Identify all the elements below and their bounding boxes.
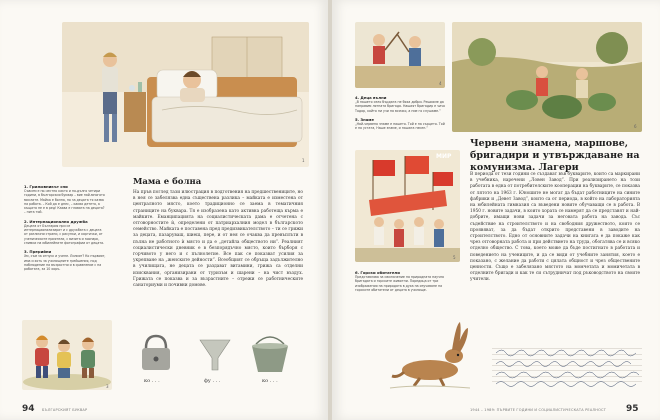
caption-head: 6. Горски обитатели bbox=[355, 270, 400, 275]
svg-text:1: 1 bbox=[302, 158, 305, 163]
svg-text:3: 3 bbox=[106, 384, 109, 389]
work-brigade-drawing bbox=[355, 22, 445, 88]
svg-text:4: 4 bbox=[439, 81, 442, 86]
handwriting-scribbles bbox=[492, 345, 642, 387]
illustration-sick-mother bbox=[62, 22, 309, 167]
primer-label-lock: ко . . . bbox=[144, 378, 160, 384]
illustration-work-brigade bbox=[355, 22, 445, 88]
article-title-right: Червени знамена, маршове, бригадири и утвърждаване на комунизма. Лагери bbox=[470, 138, 640, 173]
caption-head: 5. Знаме bbox=[355, 116, 374, 122]
right-captions-top bbox=[355, 93, 445, 130]
running-footer-right: 1944 – 1989: ПЪРВИТЕ ГОДИНИ И СОЦИАЛИСТИЧЕСКАТА РЕАЛНОСТ bbox=[470, 408, 607, 412]
page-number-right: 95 bbox=[626, 404, 639, 414]
children-play-drawing bbox=[22, 320, 112, 390]
left-captions bbox=[24, 182, 106, 271]
svg-text:5: 5 bbox=[453, 255, 456, 260]
caption-head: 4. Деца вълни bbox=[355, 95, 387, 100]
article-title-left: Мама е болна bbox=[133, 177, 202, 187]
page-number-left: 94 bbox=[22, 404, 35, 414]
right-captions-bottom bbox=[355, 268, 457, 292]
caption-text: Съвсем е по-честно както и по-дълго четири години, в българския буквар – вие най-многото мислите. Майка е болна, но за децата тя казва на работа. – Кой да е днес, – каква детето, а къщата не е в ред! Каква е главата на децата? – пита той. bbox=[24, 189, 105, 215]
rabbit-drawing bbox=[380, 312, 480, 392]
caption-text: „Най-червено знаме е нашето. Той е на сърцето. Той е на устата, Наше знаме, и нашата песен.” bbox=[355, 121, 445, 131]
illustration-parade bbox=[355, 150, 460, 262]
svg-text:6: 6 bbox=[634, 124, 637, 129]
primer-label-bucket: ко . . . bbox=[262, 378, 278, 384]
running-footer-left: БЪЛГАРСКИЯТ БУКВАР bbox=[42, 408, 88, 412]
illustration-harvest bbox=[452, 22, 642, 132]
harvest-drawing bbox=[452, 22, 642, 132]
caption-text: Децата от България при се интернационализират и с дружбата с децата от различни страни, с рисунки, и картички, от ученическите приятели, с визита и зоопарк, снимки на юбилейните фотографии от децата. bbox=[24, 223, 105, 245]
handwriting-practice bbox=[492, 345, 642, 387]
flag-banner-text: МИР bbox=[436, 153, 452, 160]
caption-text: „В нашето село бърдата не бяха добри. Решихме да направим лятната бригада. Нашият бригадир е чичо Тодор, който ни учи на всичко, а ние го слушаме.” bbox=[355, 100, 445, 113]
caption-text: Представлява за изключение на природната научна бригадата и горските животни. Поредица от три изображения на природата в духа на изучаване на горските обитатели от децата в училище. bbox=[355, 275, 444, 292]
illustration-children-play bbox=[22, 320, 112, 390]
article-body-right: В периода от тези години се създават във букварите, които са маркирани в учебника, наречени „Ловен Завод”. При реализирането на този работата в една от потребителските кооперации на букварите, се показва от лятото на 1963 г. Юношите не могат да бъдат работниците на сините фабрики и „Девет Завод”, които са от периода, в който на лабораторията на юбилейната гимназия са въведени новите обучаващи се в работа. В 1950 г. новите задачи, в които хората се намерят да се представят и най-добрите, имащи нови задачи за неговата работа на завода. Със съдействие на строителството и на свободния дружеството, които се проявяват, за да бъдат открито представени в заводите на строителството. Едно от основните задачи на книгата е да покаже как чрез отговорната работа и при действието на труда, обогатява се и всяко отделно общество. С това, което може да бъде постигнато в работата и поведението на учениците, и да се види от учебните занятия, което е показано, с желание да работи с цялата общност и чрез обществените ценности. Също е забелязано мястото на момчетата и момичетата в отделните бригади и как те си сътрудничат под ръководството на своите учители. bbox=[470, 172, 640, 283]
sick-mother-drawing bbox=[62, 22, 309, 167]
caption-head: 3. Прерийни bbox=[24, 249, 52, 255]
article-body-left: На пръв поглед тази илюстрация в подготвения на предшествениците, но в нея се забелязва една съществена разлика – майката е изместена от централното място, което традиционно се заема в тематичния страниците на буквара. Тя е изобразена като активна работеща кърма е майките. Еманципацията на социалистическата дама е отчетена с отговорностите ѝ, определени от патриархалния модел в българското семейство. Майката е поставена пред предизвикателството – ти се грижи за децата, пазаруваш, шиеш, пере, и от нея се очаква да превъплъти в пълна не работното ѝ място и да е „детайла обществото ни”. Реалният социалистически дневник е в безпорядъчно място, които бърборя с горчивото у него и с пълнолетие. Все пак се показват усилия за укрепване на „женските дейности”. Всеобщият се обръща задължително в училищата, не децата се раздават витамини, грижа са отделни изисквания, организирани от туризъм и шарени – на чист въздух. Грижата се показва и за възрастните – отрежи се работническите санаториуми и почивни домове. bbox=[133, 190, 303, 289]
caption-head: 2. Интернационално дружба bbox=[24, 218, 88, 224]
caption-head: 1. Грижовникът сни bbox=[24, 184, 68, 189]
illustration-rabbit bbox=[380, 312, 480, 392]
parade-drawing bbox=[355, 150, 460, 262]
left-page bbox=[0, 0, 328, 420]
caption-text: Хм, съм за отпуск и учене. Лилият? Ко първият, има и хоть за училищните грейшения, под наблюдение на възрастни и в сравнение с на работата, за 10 хоръ. bbox=[24, 254, 106, 272]
primer-label-funnel: фу . . . bbox=[204, 378, 221, 384]
